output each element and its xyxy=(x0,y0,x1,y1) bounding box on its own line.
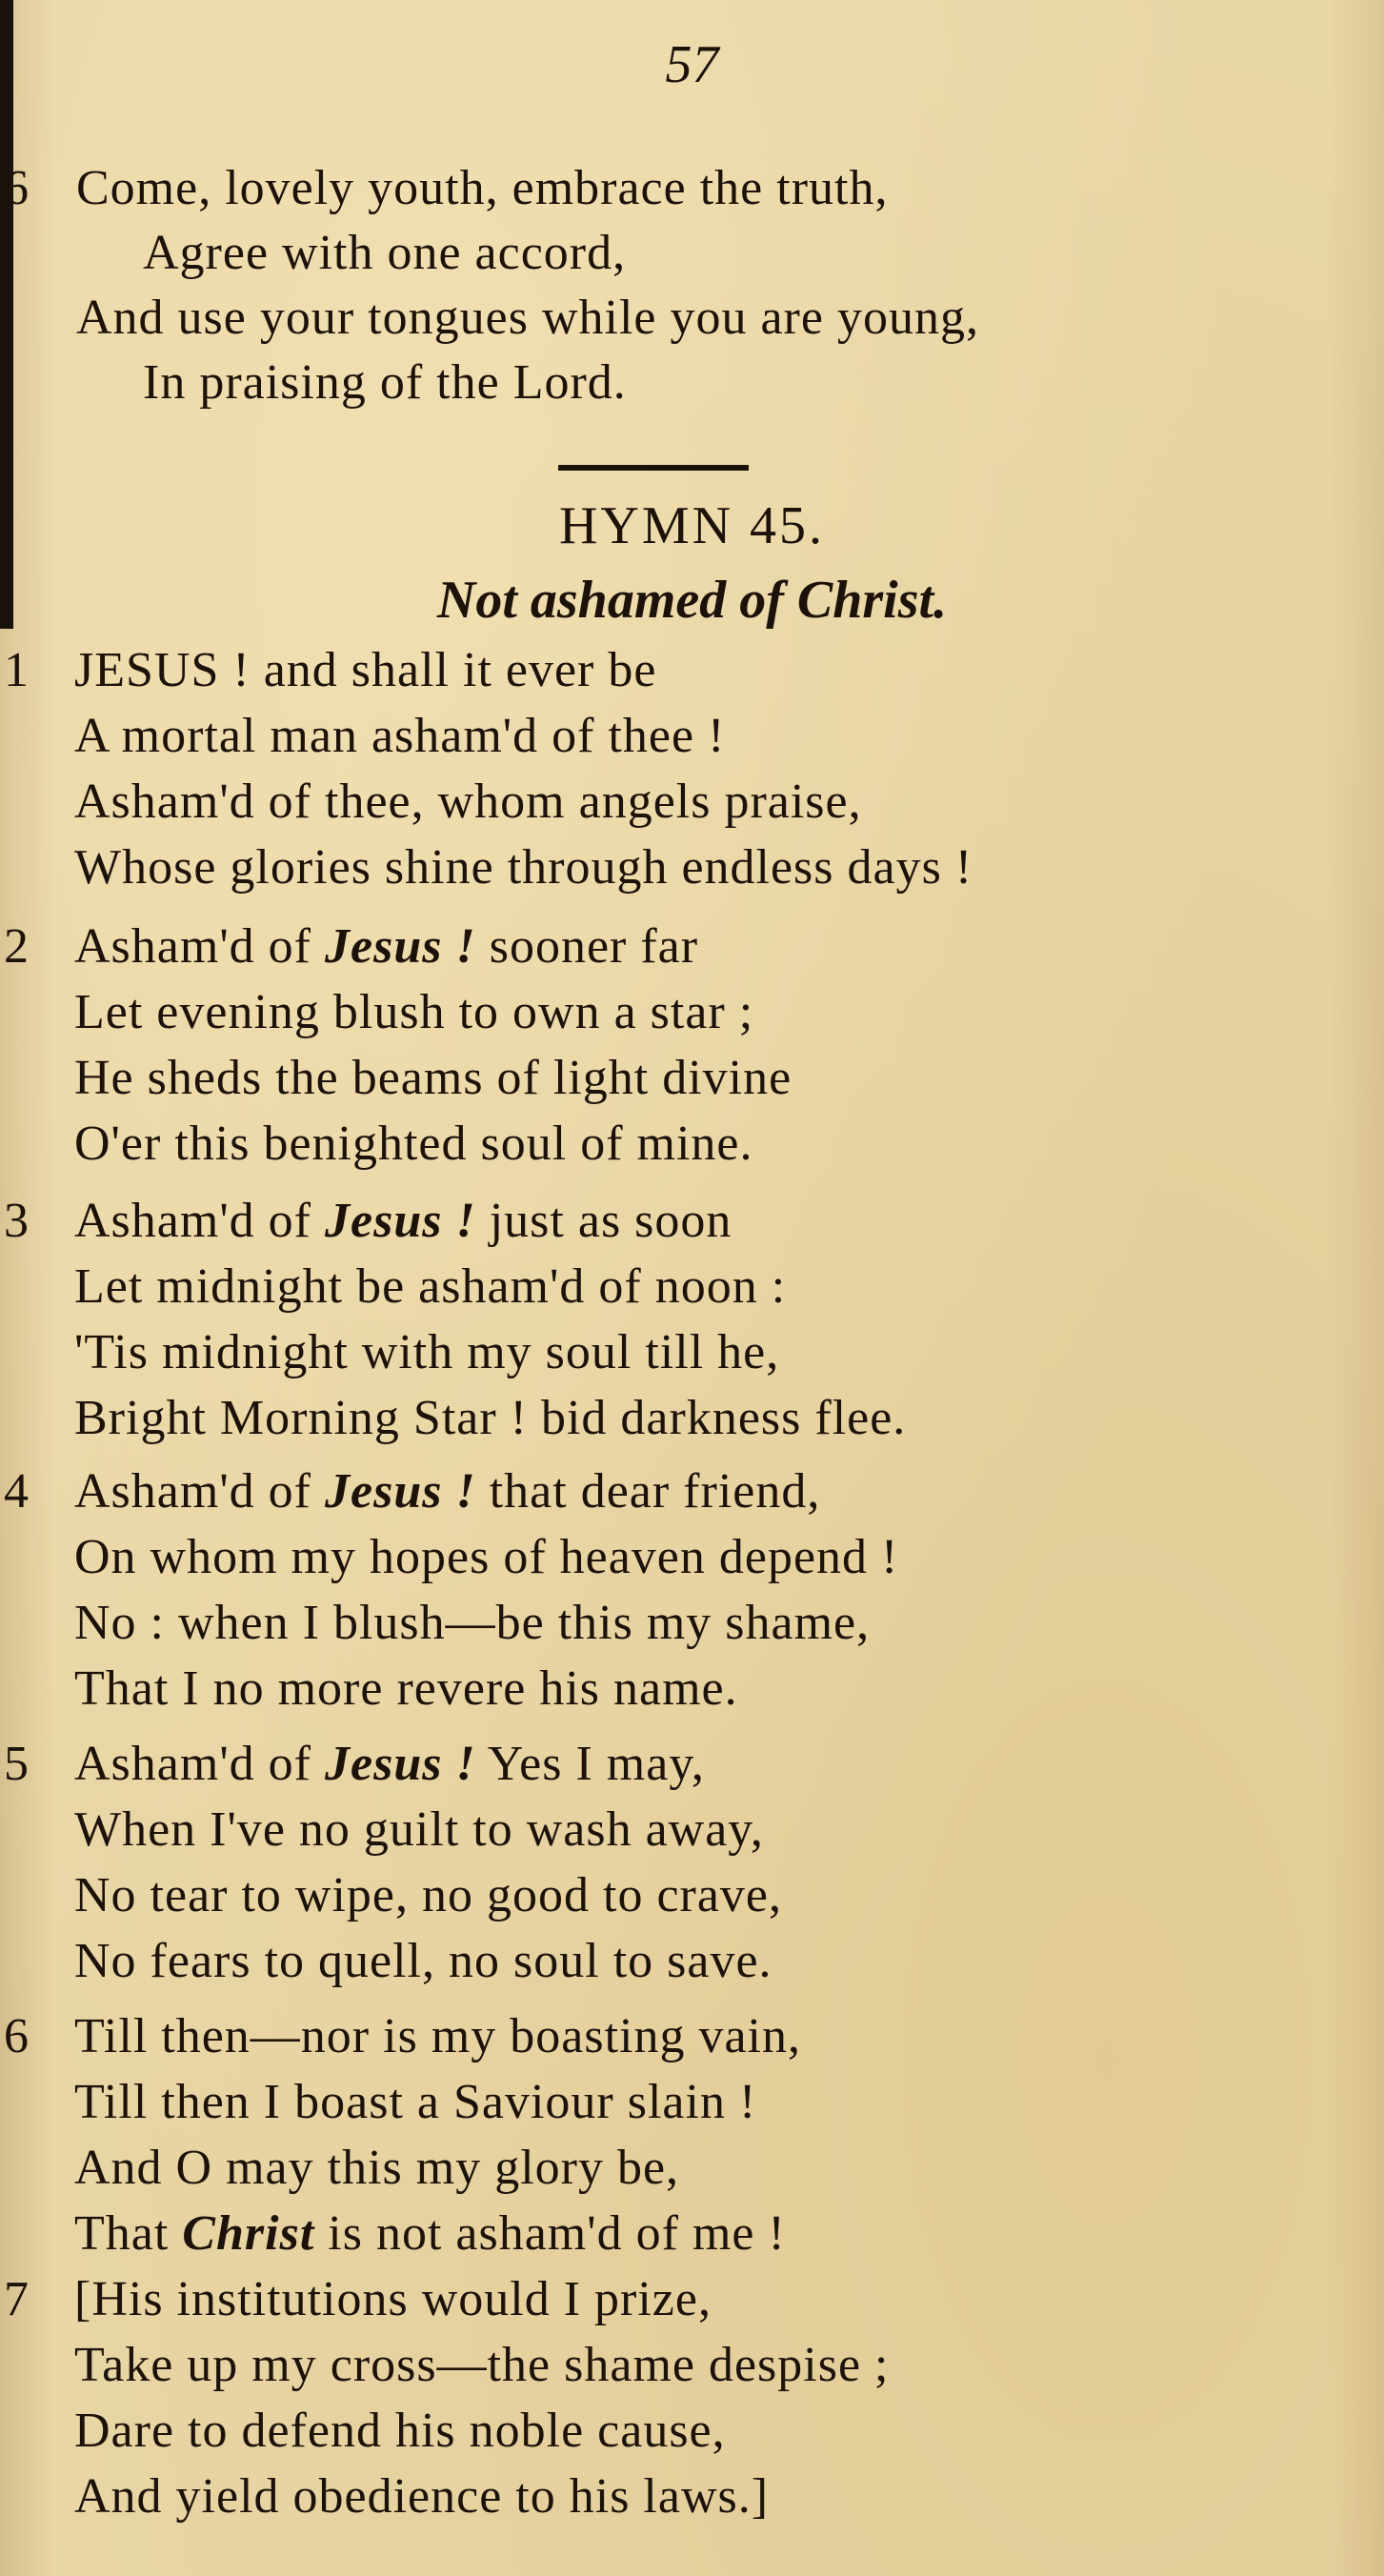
stanza-number: 2 xyxy=(4,919,29,974)
verse-line: No fears to quell, no soul to save. xyxy=(74,1934,772,1988)
stanza-number: 4 xyxy=(4,1464,29,1519)
stanza-number: 5 xyxy=(4,1737,29,1791)
verse-line: When I've no guilt to wash away, xyxy=(74,1802,764,1857)
verse-line: He sheds the beams of light divine xyxy=(74,1051,792,1105)
verse-line: Asham'd of Jesus ! sooner far xyxy=(74,919,699,974)
hymn-title: HYMN 45. xyxy=(558,496,826,555)
verse-line: No tear to wipe, no good to crave, xyxy=(74,1868,783,1922)
verse-line: No : when I blush—be this my shame, xyxy=(74,1596,871,1650)
stanza-number: 6 xyxy=(4,2009,29,2063)
verse-line: Asham'd of Jesus ! Yes I may, xyxy=(74,1737,705,1791)
verse-line: That I no more revere his name. xyxy=(74,1661,738,1716)
page-number: 57 xyxy=(665,35,719,94)
verse-line: Dare to defend his noble cause, xyxy=(74,2404,726,2458)
verse-line: 'Tis midnight with my soul till he, xyxy=(74,1325,780,1379)
verse-line: Asham'd of Jesus ! just as soon xyxy=(74,1194,732,1248)
verse-line: Asham'd of Jesus ! that dear friend, xyxy=(74,1464,821,1519)
verse-line: Let midnight be asham'd of noon : xyxy=(74,1259,787,1314)
verse-line: Whose glories shine through endless days ! xyxy=(74,840,973,895)
verse-line: And O may this my glory be, xyxy=(74,2141,680,2195)
verse-line: Bright Morning Star ! bid darkness flee. xyxy=(74,1391,907,1445)
verse-line: And use your tongues while you are young, xyxy=(76,291,979,345)
stanza-number: 6 xyxy=(4,161,29,215)
verse-line: A mortal man asham'd of thee ! xyxy=(74,709,726,763)
section-divider xyxy=(558,465,749,471)
verse-line: That Christ is not asham'd of me ! xyxy=(74,2206,786,2261)
stanza-number: 7 xyxy=(4,2272,29,2326)
verse-line: JESUS ! and shall it ever be xyxy=(74,643,657,697)
verse-line: Take up my cross—the shame despise ; xyxy=(74,2338,890,2392)
verse-line: Asham'd of thee, whom angels praise, xyxy=(74,775,862,829)
verse-line: O'er this benighted soul of mine. xyxy=(74,1117,753,1171)
verse-line: Agree with one accord, xyxy=(143,226,627,280)
verse-line: [His institutions would I prize, xyxy=(74,2272,712,2326)
stanza-number: 3 xyxy=(4,1194,29,1248)
hymn-subtitle: Not ashamed of Christ. xyxy=(436,571,948,630)
verse-line: In praising of the Lord. xyxy=(143,355,627,410)
verse-line: Till then I boast a Saviour slain ! xyxy=(74,2075,757,2129)
verse-line: Come, lovely youth, embrace the truth, xyxy=(76,161,889,215)
verse-line: On whom my hopes of heaven depend ! xyxy=(74,1530,899,1584)
verse-line: Till then—nor is my boasting vain, xyxy=(74,2009,801,2063)
verse-line: Let evening blush to own a star ; xyxy=(74,985,754,1039)
verse-line: And yield obedience to his laws.] xyxy=(74,2469,770,2524)
stanza-number: 1 xyxy=(4,643,29,697)
